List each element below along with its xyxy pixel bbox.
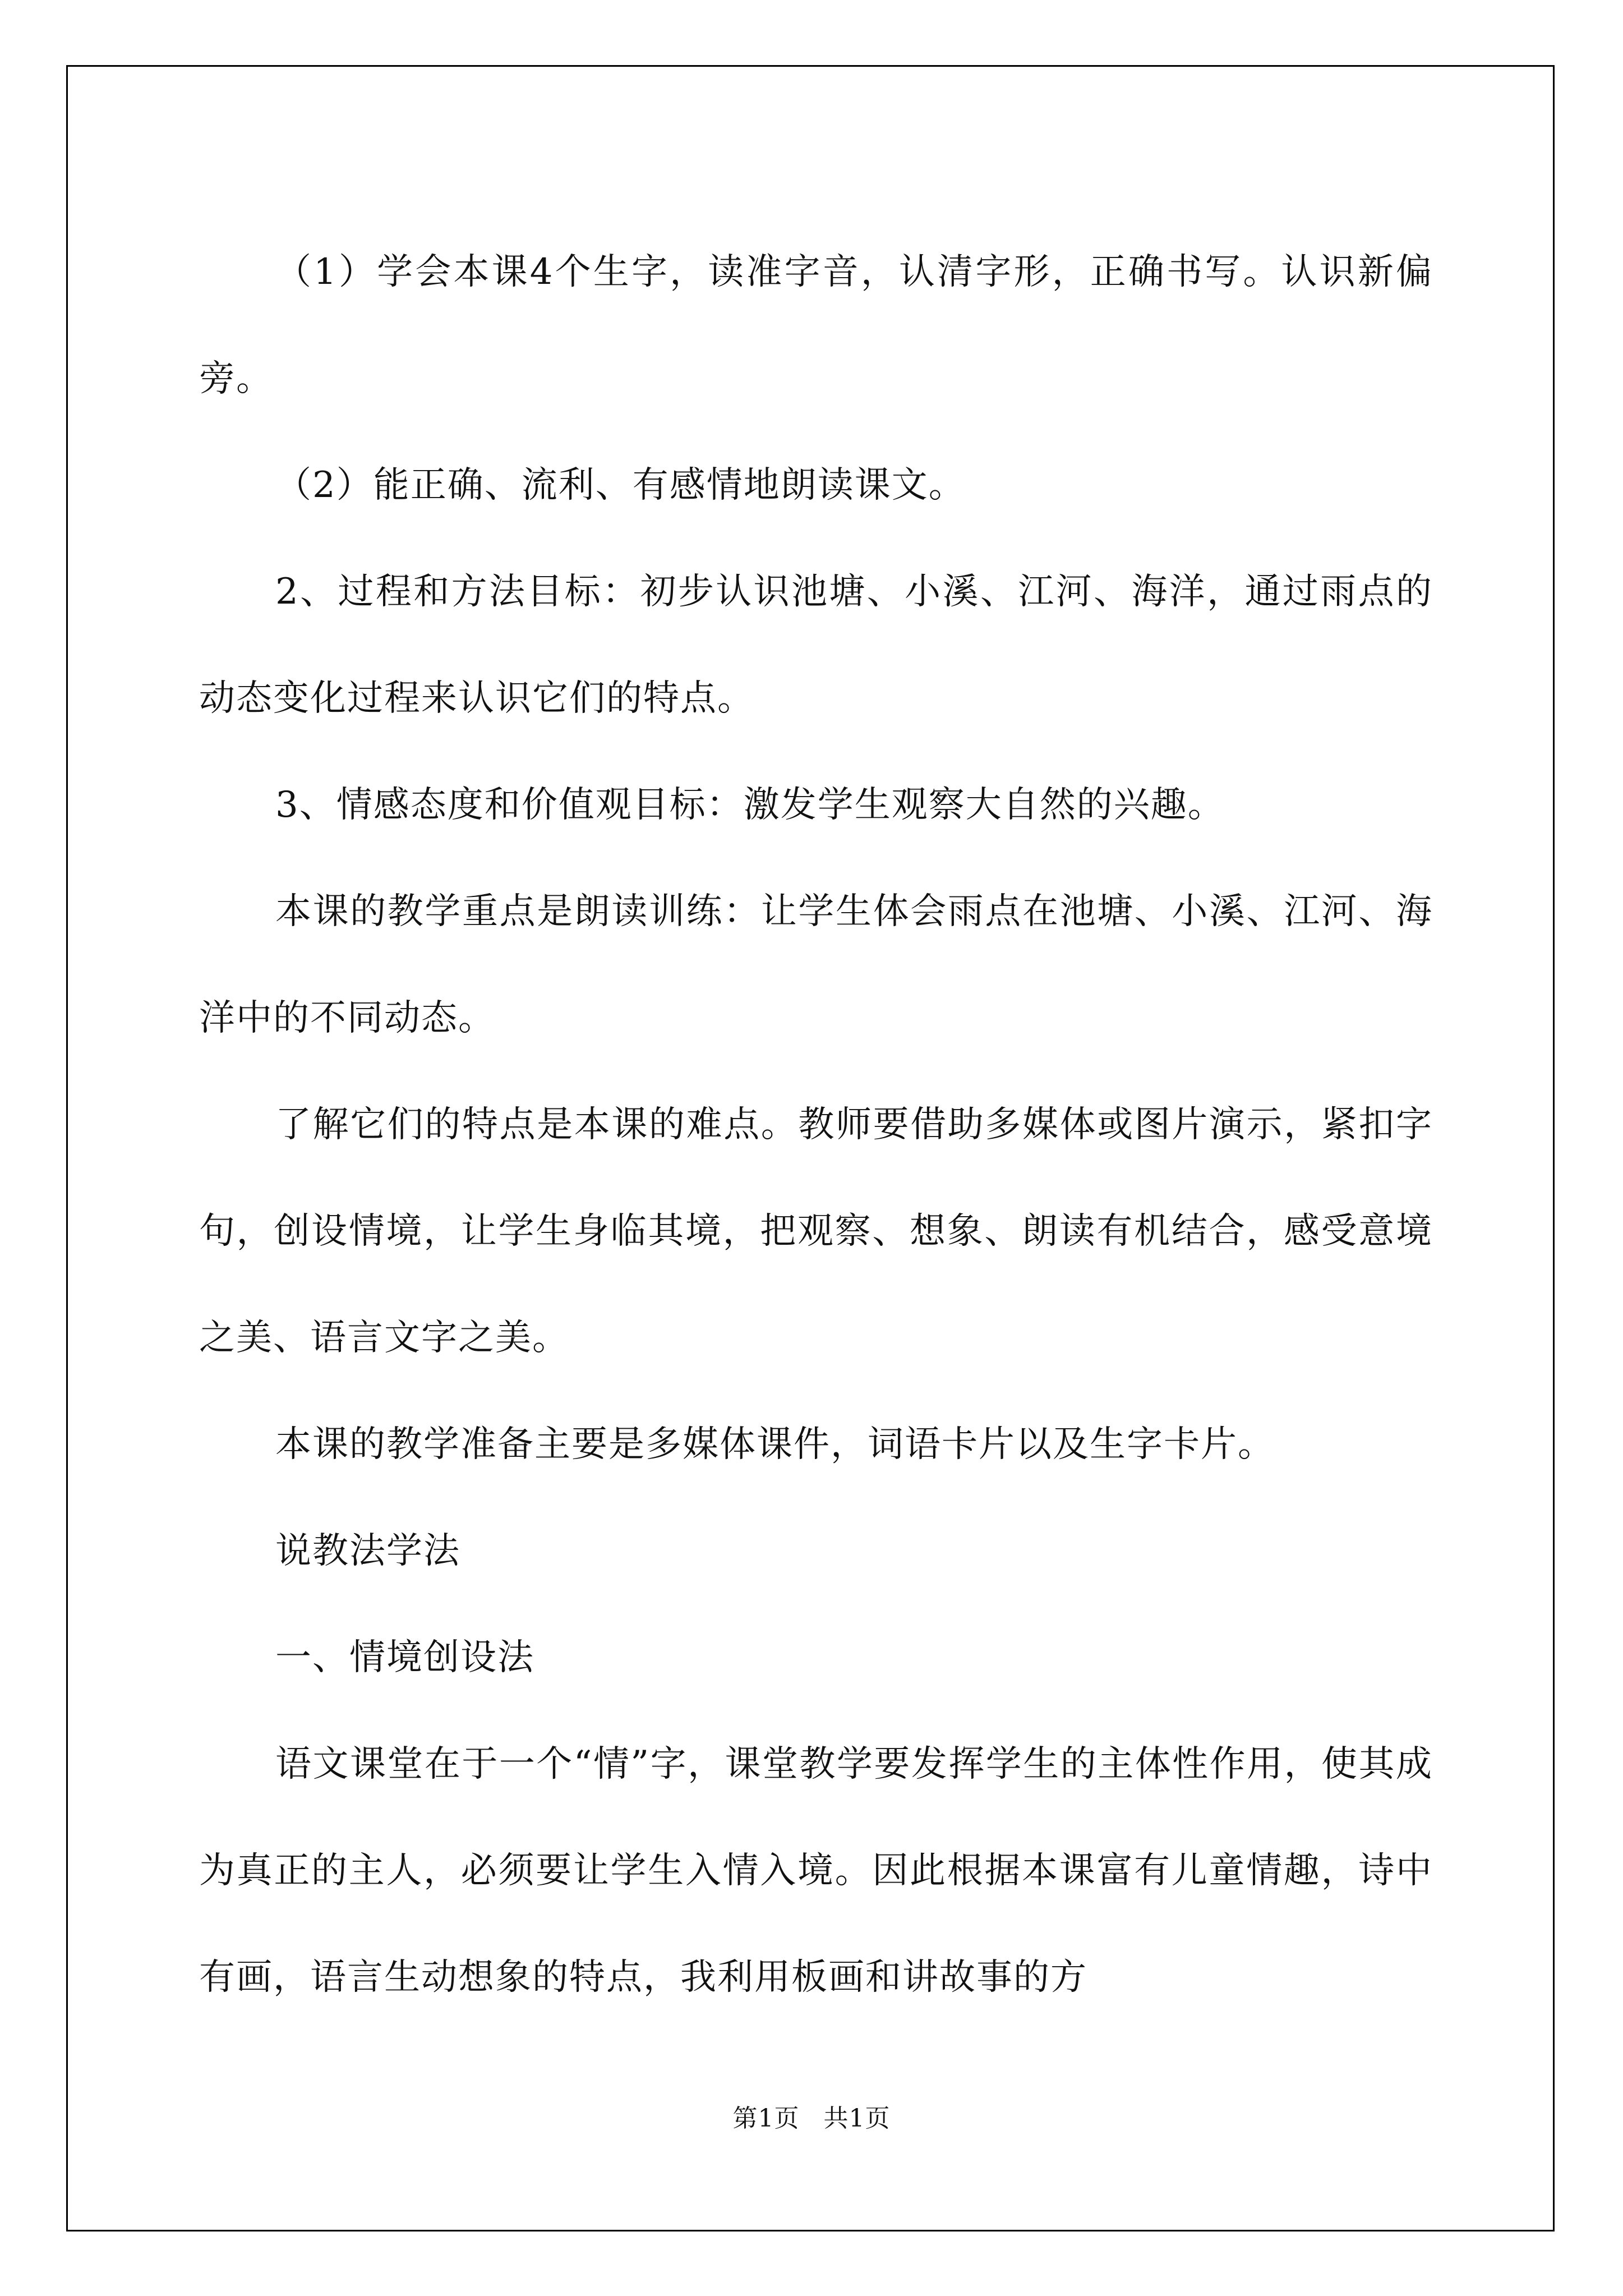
section-heading: 说教法学法 — [275, 1530, 460, 1572]
paragraph: （2）能正确、流利、有感情地朗读课文。 — [275, 464, 966, 506]
subsection-heading: 一、情境创设法 — [275, 1637, 534, 1678]
document-body — [199, 219, 1433, 2031]
paragraph: 2、过程和方法目标：初步认识池塘、小溪、江河、海洋，通过雨点的动态变化过程来认识它们的特点。 — [199, 571, 1433, 719]
paragraph: （1）学会本课4个生字，读准字音，认清字形，正确书写。认识新偏旁。 — [199, 251, 1433, 399]
paragraph: 了解它们的特点是本课的难点。教师要借助多媒体或图片演示，紧扣字句，创设情境，让学生身临其境，把观察、想象、朗读有机结合，感受意境之美、语言文字之美。 — [199, 1104, 1433, 1359]
paragraph: 3、情感态度和价值观目标：激发学生观察大自然的兴趣。 — [275, 784, 1225, 826]
paragraph: 本课的教学准备主要是多媒体课件，词语卡片以及生字卡片。 — [275, 1424, 1275, 1465]
paragraph: 本课的教学重点是朗读训练：让学生体会雨点在池塘、小溪、江河、海洋中的不同动态。 — [199, 891, 1433, 1039]
page-number-total: 共1页 — [823, 2104, 891, 2133]
page-number-current: 第1页 — [732, 2104, 800, 2133]
page-footer — [0, 2098, 1623, 2134]
paragraph: 语文课堂在于一个“情”字，课堂教学要发挥学生的主体性作用，使其成为真正的主人，必须要让学生入情入境。因此根据本课富有儿童情趣，诗中有画，语言生动想象的特点，我利用板画和讲故事的方 — [199, 1743, 1433, 1998]
